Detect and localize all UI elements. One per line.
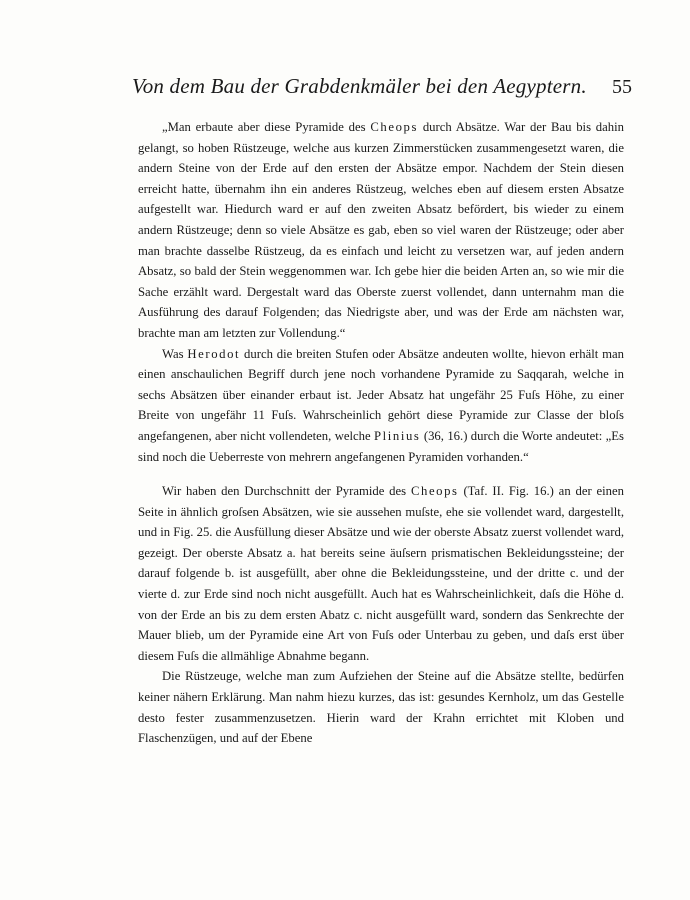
running-title: Von dem Bau der Grabdenkmäler bei den Aegyptern.: [132, 74, 587, 98]
p1-name-cheops: Cheops: [370, 120, 419, 134]
p3-text-a: Wir haben den Durchschnitt der Pyramide des: [162, 484, 411, 499]
body-text: [138, 117, 624, 749]
p4-text-a: Die Rüstzeuge, welche man zum Aufziehen der Steine auf die Absätze stellte, bedürfen keiner nähern Erklärung. Man nahm hiezu kurzes, das ist: gesundes Kernholz, um das Gestelle desto fester zusammenzusetzen. Hierin ward der Krahn errichtet mit Kloben und Flaschenzügen, und auf der Ebene: [138, 669, 624, 746]
page-number: 55: [612, 76, 632, 98]
p2-name-herodot: Herodot: [187, 346, 241, 361]
paragraph-3: [138, 481, 624, 666]
p2-text-a: Was: [162, 346, 188, 361]
p1-text-a: „Man erbaute aber diese Pyramide des: [162, 120, 371, 134]
paragraph-1: [138, 117, 624, 344]
p2-text-c: durch die breiten Stufen oder Absätze andeuten wollte, hievon erhält man einen anschaulichen Begriff durch jene noch vorhandene Pyramide zu Saqqarah, welche in sechs Absätzen über einander erbaut ist. Jeder Absatz hat ungefähr 25 Fuſs Höhe, zu einer Breite von ungefähr 11 Fuſs. Wahrscheinlich gehört diese Pyramide zur Classe der bloſs angefangenen, aber nicht vollendeten, welche: [138, 346, 624, 443]
page-header: [132, 74, 632, 99]
p1-text-c: durch Absätze. War der Bau bis dahin gelangt, so hoben Rüstzeuge, welche aus kurzen Zimmerstücken zusammengesetzt waren, die andern Steine von der Erde auf den ersten der Absätze empor. Nachdem der Stein diesen erreicht hatte, übernahm ihn ein anderes Rüstzeug, welches eben auf diesem ersten Absatze aufgestellt war. Hiedurch ward er auf den zweiten Absatz befördert, bis wieder zu einem andern Rüstzeuge; denn so viele Absätze es gab, eben so viel waren der Rüstzeuge; oder aber man brachte dasselbe Rüstzeug, da es einfach und leicht zu versetzen war, auf jeden andern Absatz, so bald der Stein weggenommen war. Ich gebe hier die beiden Arten an, so wie mir die Sache erzählt ward. Dergestalt ward das Oberste zuerst vollendet, dann unternahm man die Ausführung des darauf Folgenden; das Niedrigste aber, und was der Erde am nächsten war, brachte man am letzten zur Vollendung.“: [138, 120, 624, 340]
paragraph-4: [138, 666, 624, 748]
p2-text-e: (36, 16.) durch die Worte andeutet: „Es sind noch die Ueberreste von mehrern angefangenen Pyramiden vorhanden.“: [138, 428, 624, 464]
p2-name-plinius: Plinius: [374, 428, 421, 443]
paragraph-2: [138, 344, 624, 468]
p3-name-cheops: Cheops: [410, 484, 459, 499]
p3-text-c: (Taf. II. Fig. 16.) an der einen Seite in ähnlich groſsen Absätzen, wie sie aussehen muſste, ehe sie vollendet ward, dargestellt, und in Fig. 25. die Ausfüllung dieser Absätze und wie der oberste Absatz zuerst vollendet ward, gezeigt. Der oberste Absatz a. hat bereits seine äuſsern prismatischen Bekleidungssteine; der darauf folgende b. ist ausgefüllt, aber ohne die Bekleidungssteine, und der dritte c. und der vierte d. zur Erde sind noch nicht ausgefüllt. Auch hat es Wahrscheinlichkeit, daſs die Höhe d. von der Erde an bis zu dem ersten Abatz c. nicht ausgefüllt ward, sondern das Senkrechte der Mauer blieb, um der Pyramide eine Art von Fuſs oder Unterbau zu geben, und daſs erst über diesem Fuſs die allmählige Abnahme begann.: [138, 484, 624, 663]
